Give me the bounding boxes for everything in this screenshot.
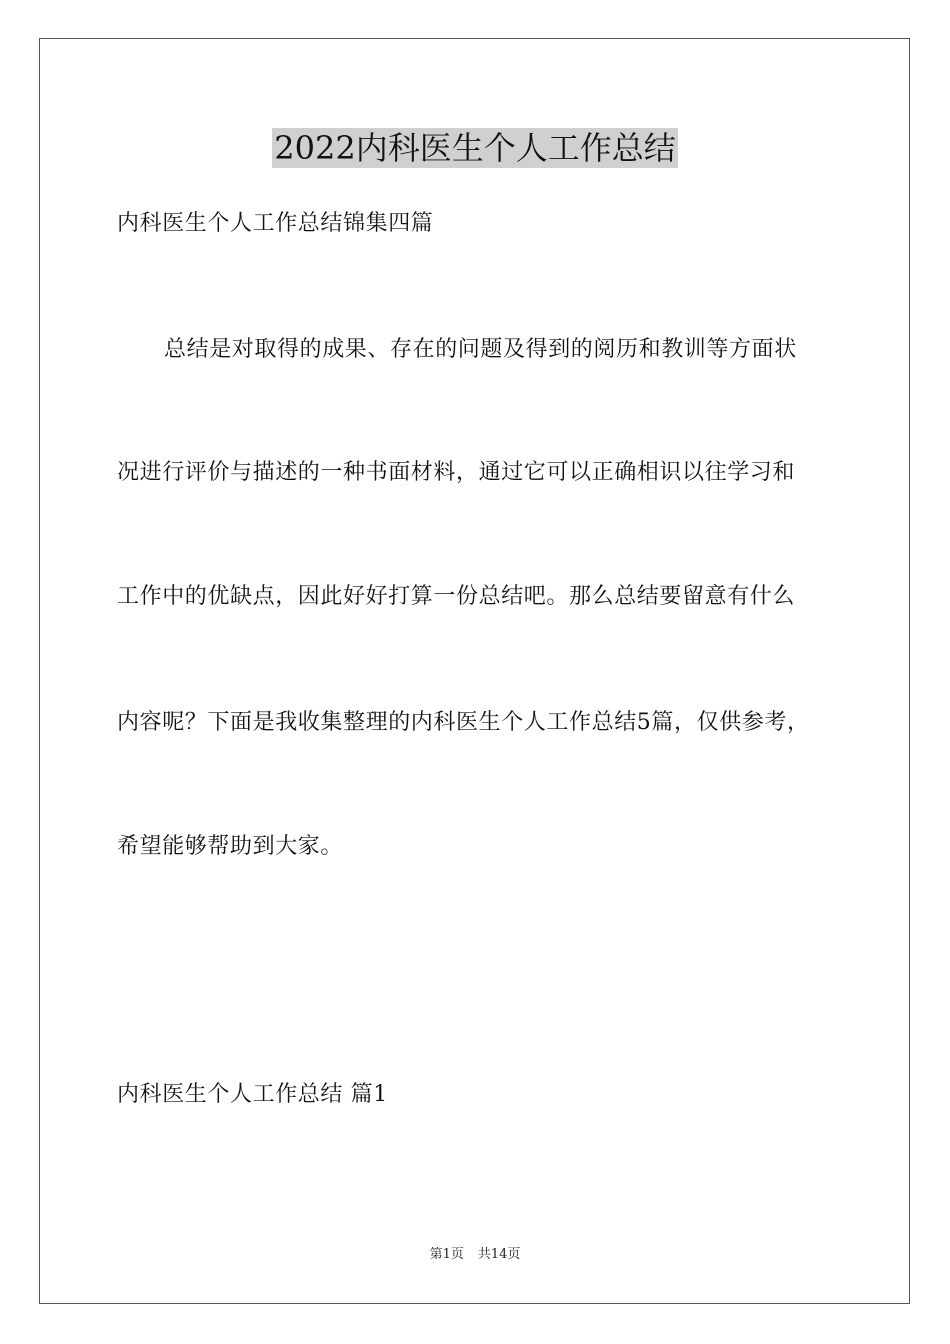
paragraph-line: 总结是对取得的成果、存在的问题及得到的阅历和教训等方面状: [164, 337, 797, 362]
paragraph-line: 希望能够帮助到大家。: [117, 834, 344, 859]
page-number-current: 第1页: [429, 1247, 464, 1262]
paragraph-line: 内容呢？下面是我收集整理的内科医生个人工作总结5篇，仅供参考，: [117, 710, 810, 735]
title-container: [0, 128, 950, 168]
document-title: 2022内科医生个人工作总结: [274, 129, 676, 167]
paragraph-line: 工作中的优缺点，因此好好打算一份总结吧。那么总结要留意有什么: [117, 584, 796, 609]
page-footer: [0, 1246, 950, 1264]
document-subtitle: 内科医生个人工作总结锦集四篇: [117, 211, 434, 236]
paragraph-line: 况进行评价与描述的一种书面材料，通过它可以正确相识以往学习和: [117, 460, 796, 485]
page-number-total: 共14页: [477, 1247, 521, 1262]
section-heading: 内科医生个人工作总结 篇1: [117, 1082, 388, 1107]
